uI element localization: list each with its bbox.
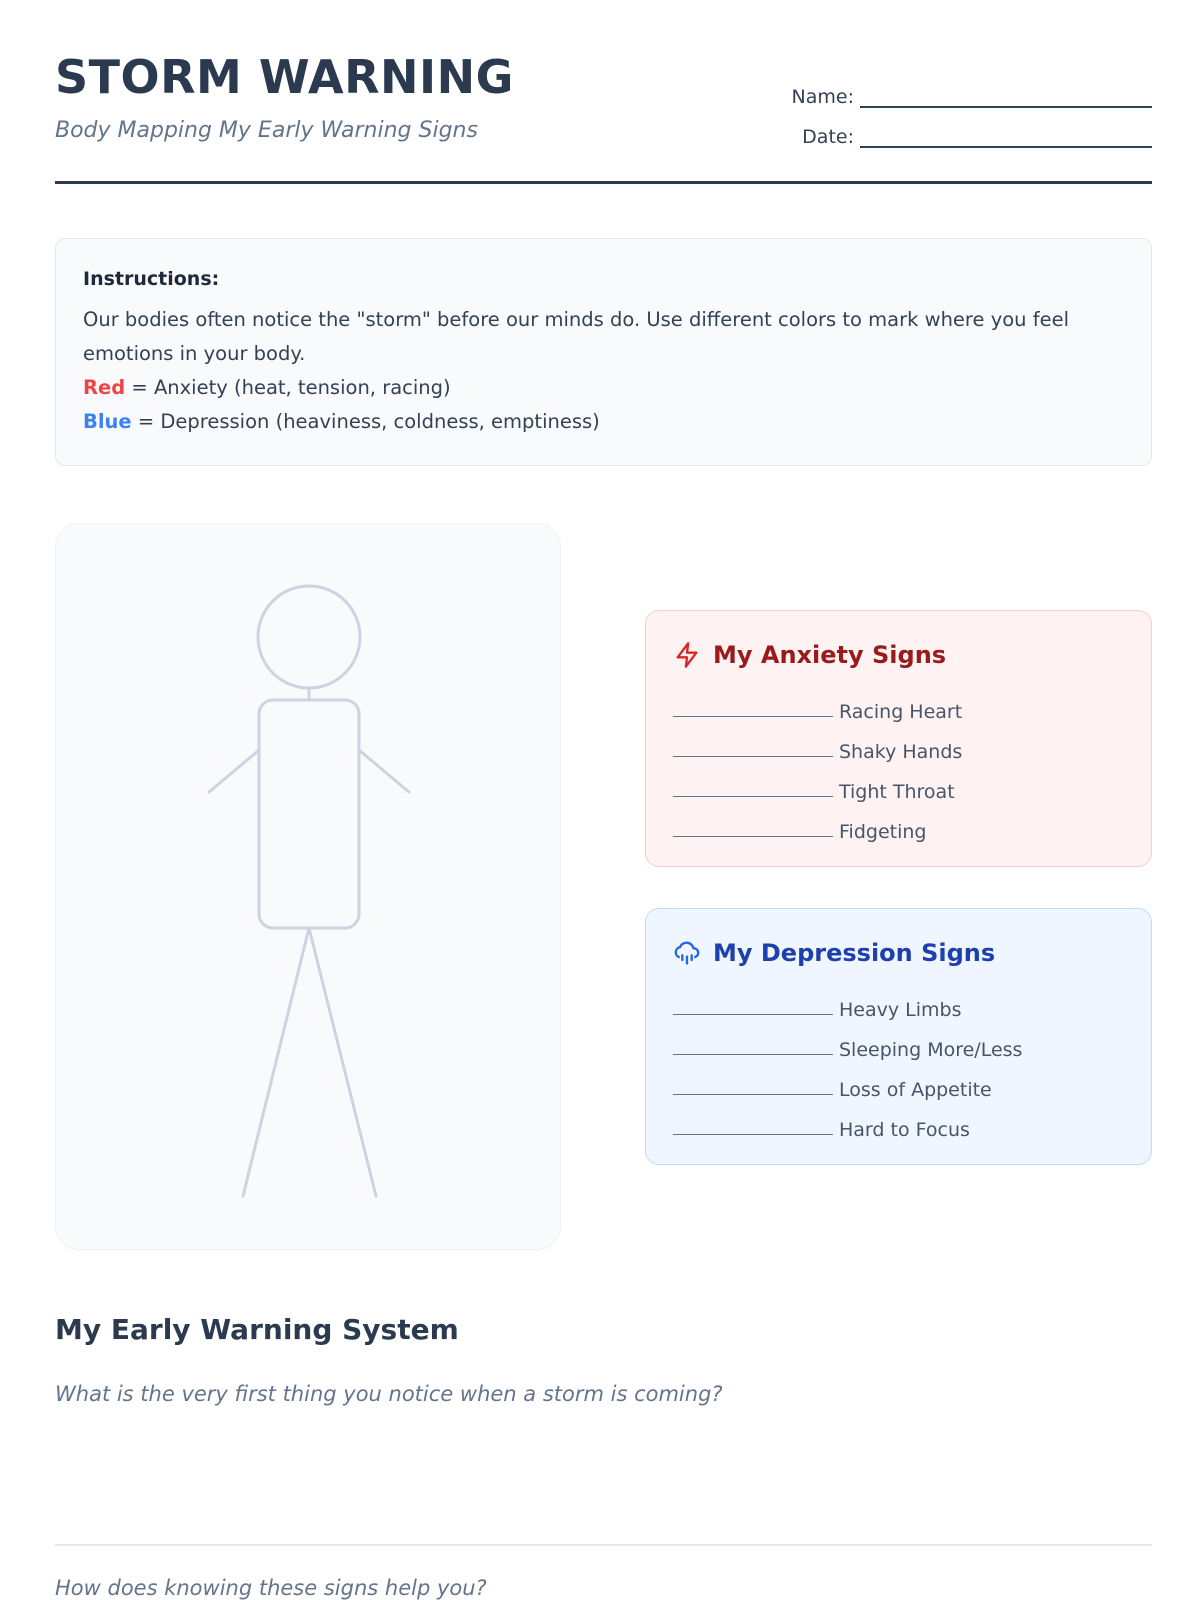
figure-head[interactable]: [258, 586, 360, 688]
instructions-box: [55, 238, 1152, 466]
worksheet-page: [55, 0, 1152, 1600]
date-blank-line[interactable]: [860, 128, 1152, 148]
name-field[interactable]: [772, 82, 1152, 108]
name-blank-line[interactable]: [860, 88, 1152, 108]
sign-blank-line[interactable]: [673, 1120, 833, 1135]
figure-right-leg[interactable]: [309, 928, 376, 1196]
signs-help-question: How does knowing these signs help you?: [55, 1576, 487, 1600]
anxiety-sign-row[interactable]: [673, 803, 1124, 843]
instructions-body: Our bodies often notice the "storm" before our minds do. Use different colors to mark where you feel emotions in your body.: [83, 308, 1070, 365]
figure-left-arm[interactable]: [209, 750, 259, 792]
rain-cloud-icon: [673, 939, 701, 967]
legend-red-label: Red: [83, 376, 126, 399]
sign-blank-line[interactable]: [673, 822, 833, 837]
depression-sign-row[interactable]: [673, 981, 1124, 1021]
anxiety-card-title: My Anxiety Signs: [713, 641, 947, 669]
anxiety-sign-label: Shaky Hands: [839, 741, 963, 763]
anxiety-sign-label: Fidgeting: [839, 821, 927, 843]
instructions-title: Instructions:: [83, 268, 220, 290]
sign-blank-line[interactable]: [673, 742, 833, 757]
date-label: Date:: [802, 126, 854, 148]
depression-sign-row[interactable]: [673, 1101, 1124, 1141]
early-warning-heading: My Early Warning System: [55, 1313, 459, 1346]
page-title: STORM WARNING: [55, 50, 514, 104]
legend-red-text: = Anxiety (heat, tension, racing): [125, 376, 451, 399]
depression-sign-label: Heavy Limbs: [839, 999, 962, 1021]
legend-blue-row: [83, 405, 1124, 439]
anxiety-sign-label: Racing Heart: [839, 701, 963, 723]
anxiety-sign-row[interactable]: [673, 763, 1124, 803]
depression-sign-label: Sleeping More/Less: [839, 1039, 1023, 1061]
name-date-fields: [772, 82, 1152, 162]
name-label: Name:: [791, 86, 854, 108]
date-field[interactable]: [772, 122, 1152, 148]
sign-blank-line[interactable]: [673, 1040, 833, 1055]
sign-blank-line[interactable]: [673, 1000, 833, 1015]
figure-torso[interactable]: [259, 700, 359, 928]
anxiety-sign-row[interactable]: [673, 683, 1124, 723]
lightning-icon: [673, 641, 701, 669]
legend-blue-label: Blue: [83, 410, 132, 433]
anxiety-card-header: [673, 637, 1124, 673]
body-map-panel[interactable]: [55, 523, 561, 1250]
legend-red-row: [83, 371, 1124, 405]
answer-line[interactable]: [55, 1544, 1152, 1546]
anxiety-signs-card: [645, 610, 1152, 867]
sign-blank-line[interactable]: [673, 782, 833, 797]
body-outline-figure[interactable]: [56, 524, 562, 1251]
anxiety-sign-label: Tight Throat: [839, 781, 955, 803]
sign-blank-line[interactable]: [673, 702, 833, 717]
anxiety-sign-row[interactable]: [673, 723, 1124, 763]
depression-sign-label: Loss of Appetite: [839, 1079, 992, 1101]
sign-blank-line[interactable]: [673, 1080, 833, 1095]
legend-blue-text: = Depression (heaviness, coldness, emptiness): [131, 410, 600, 433]
depression-card-title: My Depression Signs: [713, 939, 996, 967]
depression-card-header: [673, 935, 1124, 971]
depression-sign-row[interactable]: [673, 1021, 1124, 1061]
figure-right-arm[interactable]: [359, 750, 409, 792]
depression-sign-row[interactable]: [673, 1061, 1124, 1101]
figure-left-leg[interactable]: [243, 928, 309, 1196]
first-sign-question: What is the very first thing you notice when a storm is coming?: [55, 1382, 723, 1406]
depression-sign-label: Hard to Focus: [839, 1119, 970, 1141]
header-divider: [55, 181, 1152, 184]
page-subtitle: Body Mapping My Early Warning Signs: [55, 118, 478, 143]
depression-signs-card: [645, 908, 1152, 1165]
